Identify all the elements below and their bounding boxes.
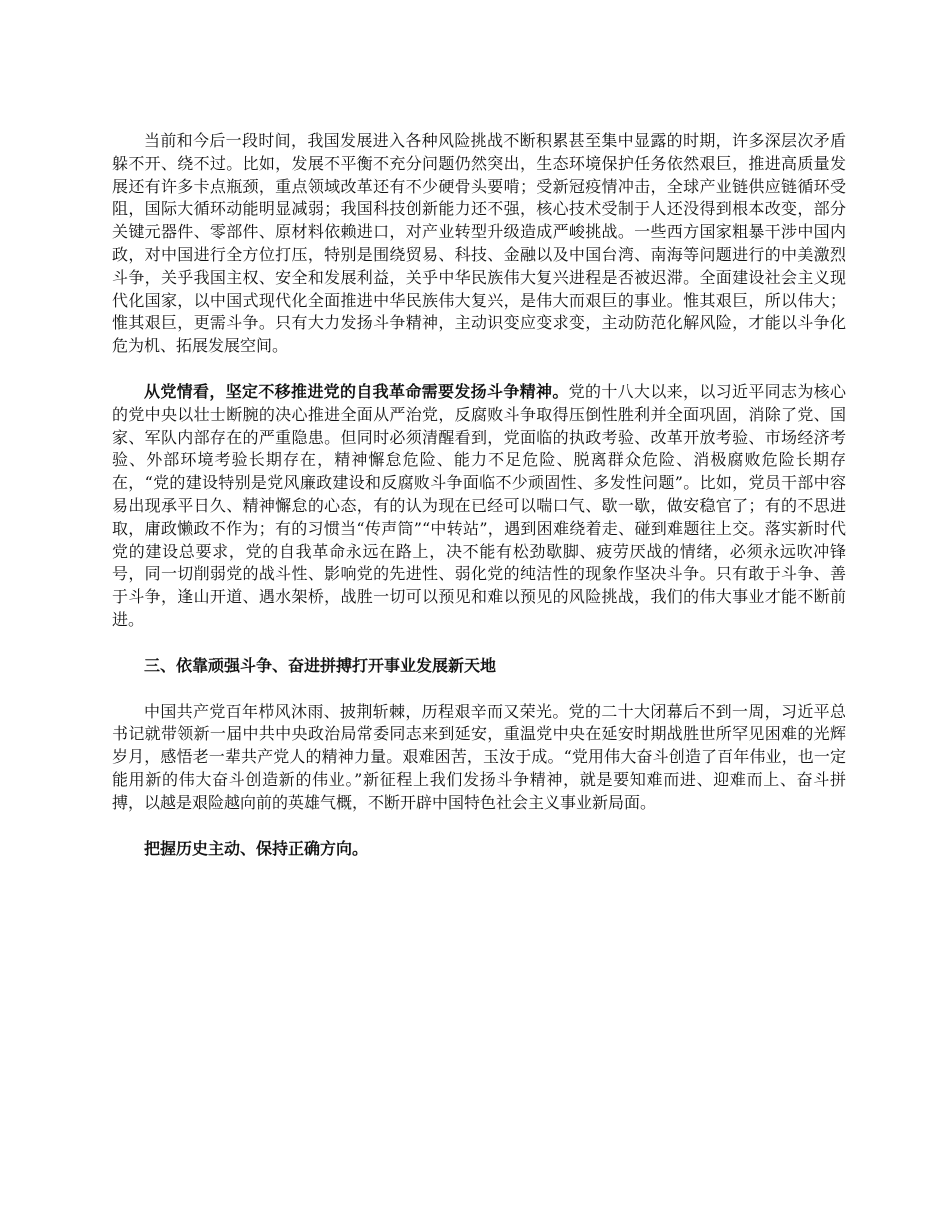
paragraph-risk-challenges (112, 130, 846, 358)
paragraph-text: 当前和今后一段时间，我国发展进入各种风险挑战不断积累甚至集中显露的时期，许多深层次矛盾躲不开、绕不过。比如，发展不平衡不充分问题仍然突出，生态环境保护任务依然艰巨，推进高质量发展还有许多卡点瓶颈，重点领域改革还有不少硬骨头要啃；受新冠疫情冲击，全球产业链供应链循环受阻，国际大循环动能明显减弱；我国科技创新能力还不强，核心技术受制于人还没得到根本改变，部分关键元器件、零部件、原材料依赖进口，对产业转型升级造成严峻挑战。一些西方国家粗暴干涉中国内政，对中国进行全方位打压，特别是围绕贸易、科技、金融以及中国台湾、南海等问题进行的中美激烈斗争，关乎我国主权、安全和发展利益，关乎中华民族伟大复兴进程是否被迟滞。全面建设社会主义现代化国家，以中国式现代化全面推进中华民族伟大复兴，是伟大而艰巨的事业。惟其艰巨，所以伟大；惟其艰巨，更需斗争。只有大力发扬斗争精神，主动识变应变求变，主动防范化解风险，才能以斗争化危为机、拓展发展空间。 (112, 131, 846, 356)
paragraph-century-struggle: 中国共产党百年栉风沐雨、披荆斩棘，历程艰辛而又荣光。党的二十大闭幕后不到一周，习近平总书记就带领新一届中共中央政治局常委同志来到延安，重温党中央在延安时期战胜世所罕见困难的光辉岁月，感悟老一辈共产党人的精神力量。艰难困苦，玉汝于成。“党用伟大奋斗创造了百年伟业，也一定能用新的伟大奋斗创造新的伟业。”新征程上我们发扬斗争精神，就是要知难而进、迎难而上、奋斗拼搏，以越是艰险越向前的英雄气概，不断开辟中国特色社会主义事业新局面。 (112, 701, 846, 812)
section-heading: 三、依靠顽强斗争、奋进拼搏打开事业发展新天地 (144, 655, 497, 675)
paragraph-text: 党的十八大以来，以习近平同志为核心的党中央以壮士断腕的决心推进全面从严治党，反腐败斗争取得压倒性胜利并全面巩固，消除了党、国家、军队内部存在的严重隐患。但同时必须清醒看到，党面临的执政考验、改革开放考验、市场经济考验、外部环境考验长期存在，精神懈怠危险、能力不足危险、脱离群众危险、消极腐败危险长期存在，“党的建设特别是党风廉政建设和反腐败斗争面临不少顽固性、多发性问题”。比如，党员干部中容易出现承平日久、精神懈怠的心态，有的认为现在已经可以喘口气、歇一歇，做安稳官了；有的不思进取，庸政懒政不作为；有的习惯当“传声筒”“中转站”，遇到困难绕着走、碰到难题往上交。落实新时代党的建设总要求，党的自我革命永远在路上，决不能有松劲歇脚、疲劳厌战的情绪，必须永远吹冲锋号，同一切削弱党的战斗性、影响党的先进性、弱化党的纯洁性的现象作坚决斗争。只有敢于斗争、善于斗争，逢山开道、遇水架桥，战胜一切可以预见和难以预见的风险挑战，我们的伟大事业才能不断前进。 (112, 381, 846, 629)
subsection-heading: 把握历史主动、保持正确方向。 (144, 838, 369, 858)
document-page (112, 130, 846, 883)
paragraph-lead-sentence: 从党情看，坚定不移推进党的自我革命需要发扬斗争精神。 (144, 381, 569, 401)
paragraph-party-self-revolution (112, 381, 846, 632)
